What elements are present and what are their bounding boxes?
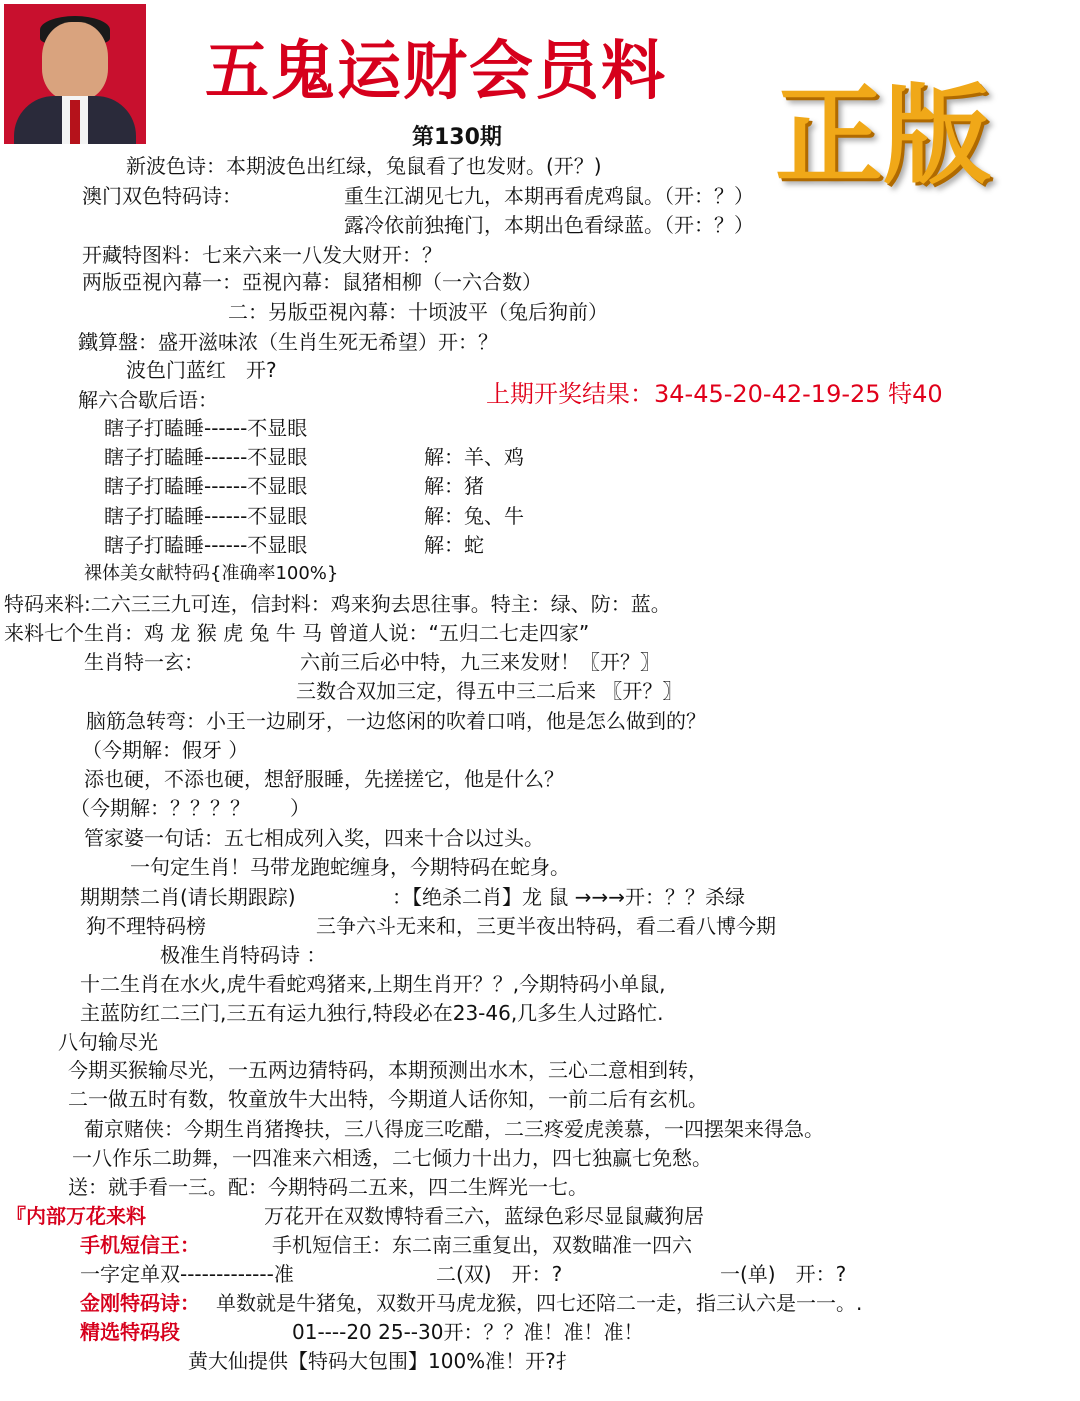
genuine-stamp: 正版 [775,73,992,199]
odd-option: 一(单) 开：? [720,1262,847,1286]
zodiac-poem-heading: 极准生肖特码诗 ： [160,943,327,967]
hidden-picture-tip: 开藏特图料：七来六来一八发大财开：？ [82,243,442,267]
even-option: 二(双) 开：? [436,1262,563,1286]
housekeeper-tip: 管家婆一句话：五七相成列入奖，四来十合以过头。 [84,826,544,850]
eight-lines-heading: 八句输尽光 [58,1030,158,1054]
selected-range-value: 01----20 25--30开：？？准！准！准！ [292,1320,644,1344]
zodiac-mystery-label: 生肖特一玄： [84,650,204,674]
zodiac-mystery-line-2: 三数合双加三定，得五中三二后来 〖开？〗 [296,679,683,703]
internal-source-label: 『内部万花来料 [6,1204,146,1228]
riddle-answer: 解：兔、牛 [424,504,524,528]
lisboa-gambler-2: 一八作乐二助舞，一四准来六相透，二七倾力十出力，四七独赢七免愁。 [72,1146,712,1170]
diamond-poem-value: 单数就是牛猪兔，双数开马虎龙猴，四七还陪二一走，指三认六是一一。. [216,1291,863,1315]
riddle-answer: 解：羊、鸡 [424,445,524,469]
riddle-question: 添也硬，不添也硬，想舒服睡，先搓搓它，他是什么？ [84,767,564,791]
odd-even-label: 一字定单双-------------准 [80,1262,294,1286]
banned-zodiacs-value: ：【绝杀二肖】龙 鼠 →→→开：？？杀绿 [392,885,745,909]
atv-insider-2: 二：另版亞視內幕：十顷波平（兔后狗前） [228,300,608,324]
eight-lines-2: 二一做五时有数，牧童放牛大出特，今期道人话你知，一前二后有玄机。 [68,1087,708,1111]
macau-poem-label: 澳门双色特码诗： [82,184,242,208]
special-code-source: 特码来料:二六三三九可连，信封料：鸡来狗去思往事。特主：绿、防：蓝。 [4,592,671,616]
macau-poem-line-1: 重生江湖见七九，本期再看虎鸡鼠。（开：？） [344,184,754,208]
dog-chart-value: 三争六斗无来和，三更半夜出特码，看二看八博今期 [316,914,776,938]
bonus-tip: 送：就手看一三。配：今期特码二五来，四二生辉光一七。 [68,1175,588,1199]
sms-king-label: 手机短信王： [80,1233,200,1257]
wave-door-tip: 波色门蓝红 开? [126,358,277,382]
riddle-line: 瞎子打瞌睡------不显眼 [104,533,308,557]
macau-poem-line-2: 露冷依前独掩门，本期出色看绿蓝。（开：？） [344,213,754,237]
portrait-face [42,22,108,100]
selected-range-label: 精选特码段 [80,1320,180,1344]
internal-source-value: 万花开在双数博特看三六，蓝绿色彩尽显鼠藏狗居 [264,1204,704,1228]
riddle-line: 瞎子打瞌睡------不显眼 [104,416,308,440]
wong-tai-sin-tip: 黄大仙提供【特码大包围】100%准！开?扌 [188,1349,576,1373]
eight-lines-1: 今期买猴输尽光，一五两边猜特码，本期预测出水木，三心二意相到转， [68,1058,708,1082]
riddle-answer: 解：猪 [424,474,484,498]
riddle-line: 瞎子打瞌睡------不显眼 [104,474,308,498]
portrait-tie [70,100,80,144]
one-line-zodiac: 一句定生肖！马带龙跑蛇缠身，今期特码在蛇身。 [130,855,570,879]
zodiac-poem-line-1: 十二生肖在水火,虎牛看蛇鸡猪来,上期生肖开？？,今期特码小单鼠, [80,972,666,996]
riddle-heading: 解六合歇后语： [78,388,218,412]
diamond-poem-label: 金刚特码诗： [80,1291,200,1315]
dog-chart-label: 狗不理特码榜 [86,914,206,938]
brain-teaser-answer: （今期解：假牙 ） [82,738,249,762]
riddle-line: 瞎子打瞌睡------不显眼 [104,445,308,469]
last-draw-result: 上期开奖结果：34-45-20-42-19-25 特40 [486,380,943,408]
page-title: 五鬼运财会员料 [205,35,667,109]
wave-color-poem: 新波色诗：本期波色出红绿，兔鼠看了也发财。(开？) [126,154,602,178]
atv-insider-1: 两版亞視內幕一：亞視內幕：鼠猪相柳（一六合数） [82,270,542,294]
issue-number: 第130期 [412,125,502,150]
seven-zodiacs: 来料七个生肖：鸡 龙 猴 虎 兔 牛 马 曾道人说：“五归二七走四家” [4,621,590,645]
banned-zodiacs-label: 期期禁二肖(请长期跟踪) [80,885,296,909]
accuracy-claim: 裸体美女献特码{准确率100%} [84,563,339,584]
lisboa-gambler-1: 葡京赌侠：今期生肖猪搀扶，三八得庞三吃醋，二三疼爱虎羡慕，一四摆架来得急。 [84,1117,824,1141]
sms-king-value: 手机短信王：东二南三重复出，双数瞄准一四六 [272,1233,692,1257]
zodiac-mystery-line-1: 六前三后必中特，九三来发财！〖开？〗 [300,650,660,674]
riddle-line: 瞎子打瞌睡------不显眼 [104,504,308,528]
zodiac-poem-line-2: 主蓝防红二三门,三五有运九独行,特段必在23-46,几多生人过路忙. [80,1001,664,1025]
brain-teaser: 脑筋急转弯：小王一边刷牙，一边悠闲的吹着口哨，他是怎么做到的？ [86,709,706,733]
riddle-answer: 解：蛇 [424,533,484,557]
abacus-tip: 鐵算盤：盛开滋味浓（生肖生死无希望）开：？ [78,330,498,354]
riddle-question-answer: （今期解：？？？？ ） [70,796,310,820]
host-portrait [4,4,146,144]
